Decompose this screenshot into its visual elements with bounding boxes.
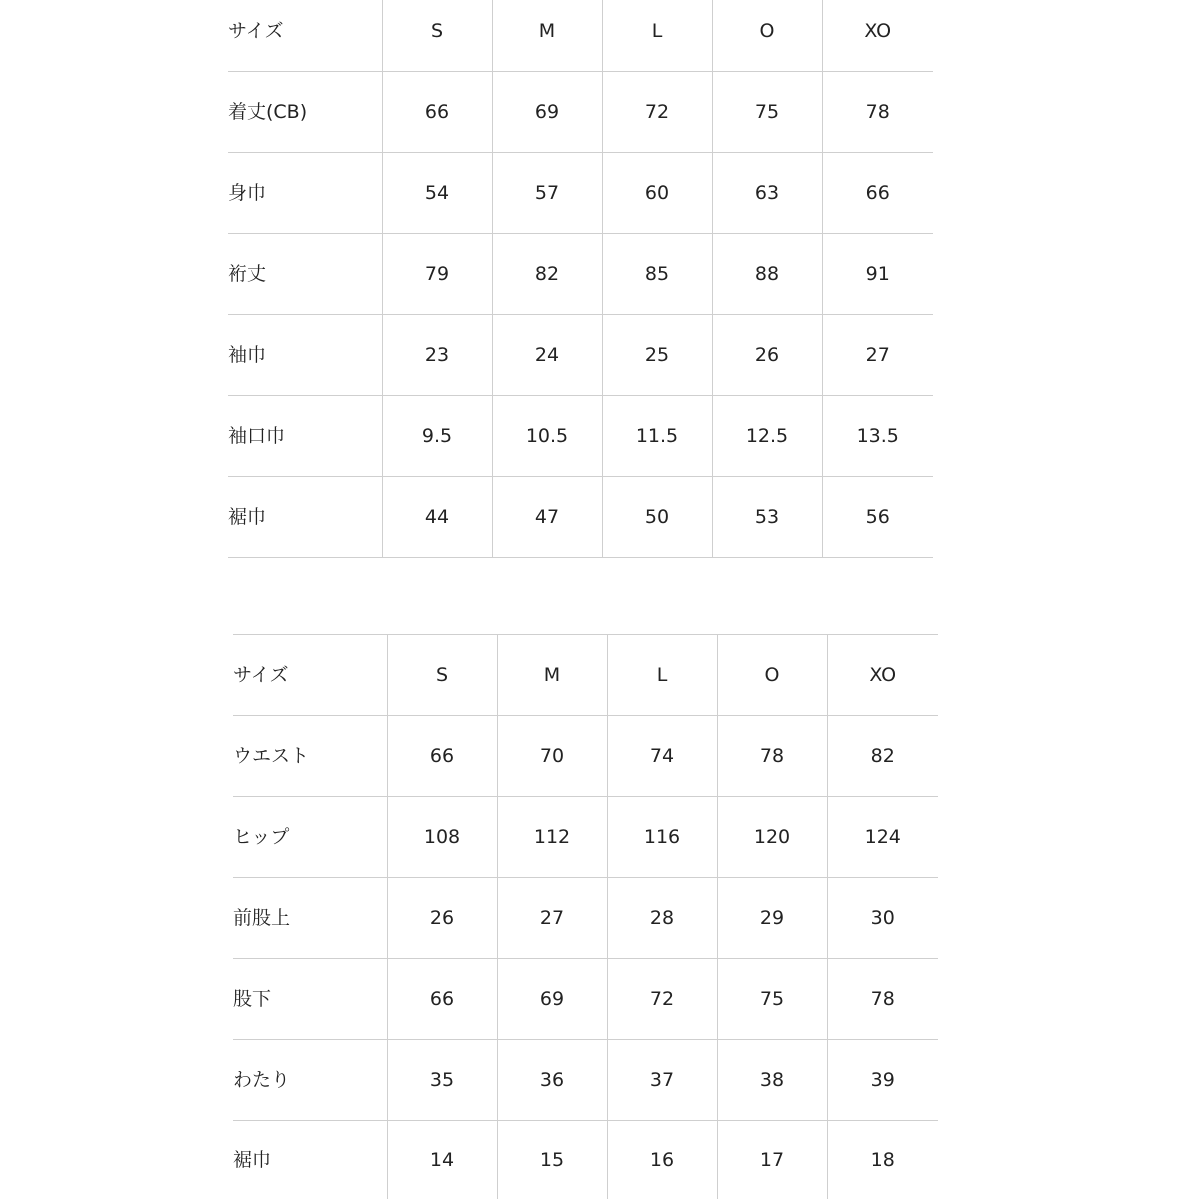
table-cell: 11.5: [602, 396, 712, 477]
table-cell: 69: [492, 72, 602, 153]
table-cell: 30: [827, 878, 938, 959]
table-cell: 37: [607, 1040, 717, 1121]
table-cell: 75: [717, 959, 827, 1040]
table-header-row: [233, 635, 938, 716]
table-cell: 26: [387, 878, 497, 959]
table-row: [233, 797, 938, 878]
table-cell: 69: [497, 959, 607, 1040]
table-cell: 27: [822, 315, 933, 396]
table-cell: 12.5: [712, 396, 822, 477]
table-cell: 70: [497, 716, 607, 797]
header-size: L: [607, 635, 717, 716]
table-cell: 25: [602, 315, 712, 396]
header-label: サイズ: [228, 0, 382, 72]
row-label: ウエスト: [233, 716, 387, 797]
row-label: 袖口巾: [228, 396, 382, 477]
header-size: O: [717, 635, 827, 716]
header-size: XO: [827, 635, 938, 716]
row-label: 股下: [233, 959, 387, 1040]
row-label: 裄丈: [228, 234, 382, 315]
table-cell: 50: [602, 477, 712, 558]
table-cell: 66: [822, 153, 933, 234]
table-row: [233, 1121, 938, 1200]
table-cell: 78: [827, 959, 938, 1040]
table-cell: 91: [822, 234, 933, 315]
table-cell: 60: [602, 153, 712, 234]
row-label: 裾巾: [233, 1148, 272, 1171]
row-label: 着丈(CB): [228, 72, 382, 153]
table-cell: 56: [822, 477, 933, 558]
table-cell: 29: [717, 878, 827, 959]
table-cell: 63: [712, 153, 822, 234]
table-row: [228, 315, 933, 396]
table-cell: 28: [607, 878, 717, 959]
table-header-row: [228, 0, 933, 72]
table-cell: 9.5: [382, 396, 492, 477]
row-label: わたり: [233, 1040, 387, 1121]
table-row: [233, 959, 938, 1040]
table-cell: 75: [712, 72, 822, 153]
table-cell: 82: [827, 716, 938, 797]
table-row: [228, 234, 933, 315]
table-row: [233, 878, 938, 959]
table-cell: 66: [382, 72, 492, 153]
row-label: 前股上: [233, 878, 387, 959]
header-size: M: [492, 0, 602, 72]
table-row: [233, 716, 938, 797]
table-cell: 26: [712, 315, 822, 396]
table-cell: 66: [387, 716, 497, 797]
header-size: O: [712, 0, 822, 72]
table-cell: 15: [497, 1121, 607, 1200]
table-cell: 36: [497, 1040, 607, 1121]
table-cell: 85: [602, 234, 712, 315]
table-cell: 112: [497, 797, 607, 878]
header-size: L: [602, 0, 712, 72]
table-cell: 38: [717, 1040, 827, 1121]
row-label: ヒップ: [233, 797, 387, 878]
table-cell: 35: [387, 1040, 497, 1121]
table-cell: 78: [717, 716, 827, 797]
table-cell: 74: [607, 716, 717, 797]
table-cell: 24: [492, 315, 602, 396]
row-label: 身巾: [228, 153, 382, 234]
size-table-bottom: [233, 634, 938, 1199]
table-row: [233, 1040, 938, 1121]
table-cell: 16: [607, 1121, 717, 1200]
table-row: [228, 153, 933, 234]
table-cell: 57: [492, 153, 602, 234]
row-label: 裾巾: [228, 477, 382, 558]
table-cell: 72: [607, 959, 717, 1040]
table-cell: 116: [607, 797, 717, 878]
table-cell: 72: [602, 72, 712, 153]
row-label: 袖巾: [228, 315, 382, 396]
table-cell: 47: [492, 477, 602, 558]
table-cell: 120: [717, 797, 827, 878]
table-cell: 44: [382, 477, 492, 558]
size-table-top: [228, 0, 933, 558]
table-cell: 17: [717, 1121, 827, 1200]
table-cell: 53: [712, 477, 822, 558]
header-size: M: [497, 635, 607, 716]
header-label: サイズ: [233, 635, 387, 716]
table-cell: 23: [382, 315, 492, 396]
table-cell: 88: [712, 234, 822, 315]
table-cell: 66: [387, 959, 497, 1040]
table-cell: 13.5: [822, 396, 933, 477]
table-cell: 78: [822, 72, 933, 153]
table-cell: 27: [497, 878, 607, 959]
header-size: S: [382, 0, 492, 72]
header-size: S: [387, 635, 497, 716]
table-cell: 10.5: [492, 396, 602, 477]
table-cell: 54: [382, 153, 492, 234]
table-cell: 82: [492, 234, 602, 315]
table-cell: 108: [387, 797, 497, 878]
table-cell: 39: [827, 1040, 938, 1121]
table-cell: 124: [827, 797, 938, 878]
table-row: [228, 477, 933, 558]
table-cell: 79: [382, 234, 492, 315]
header-size: XO: [822, 0, 933, 72]
table-row: [228, 396, 933, 477]
table-row: [228, 72, 933, 153]
table-cell: 14: [387, 1121, 497, 1200]
table-cell: 18: [827, 1121, 938, 1200]
